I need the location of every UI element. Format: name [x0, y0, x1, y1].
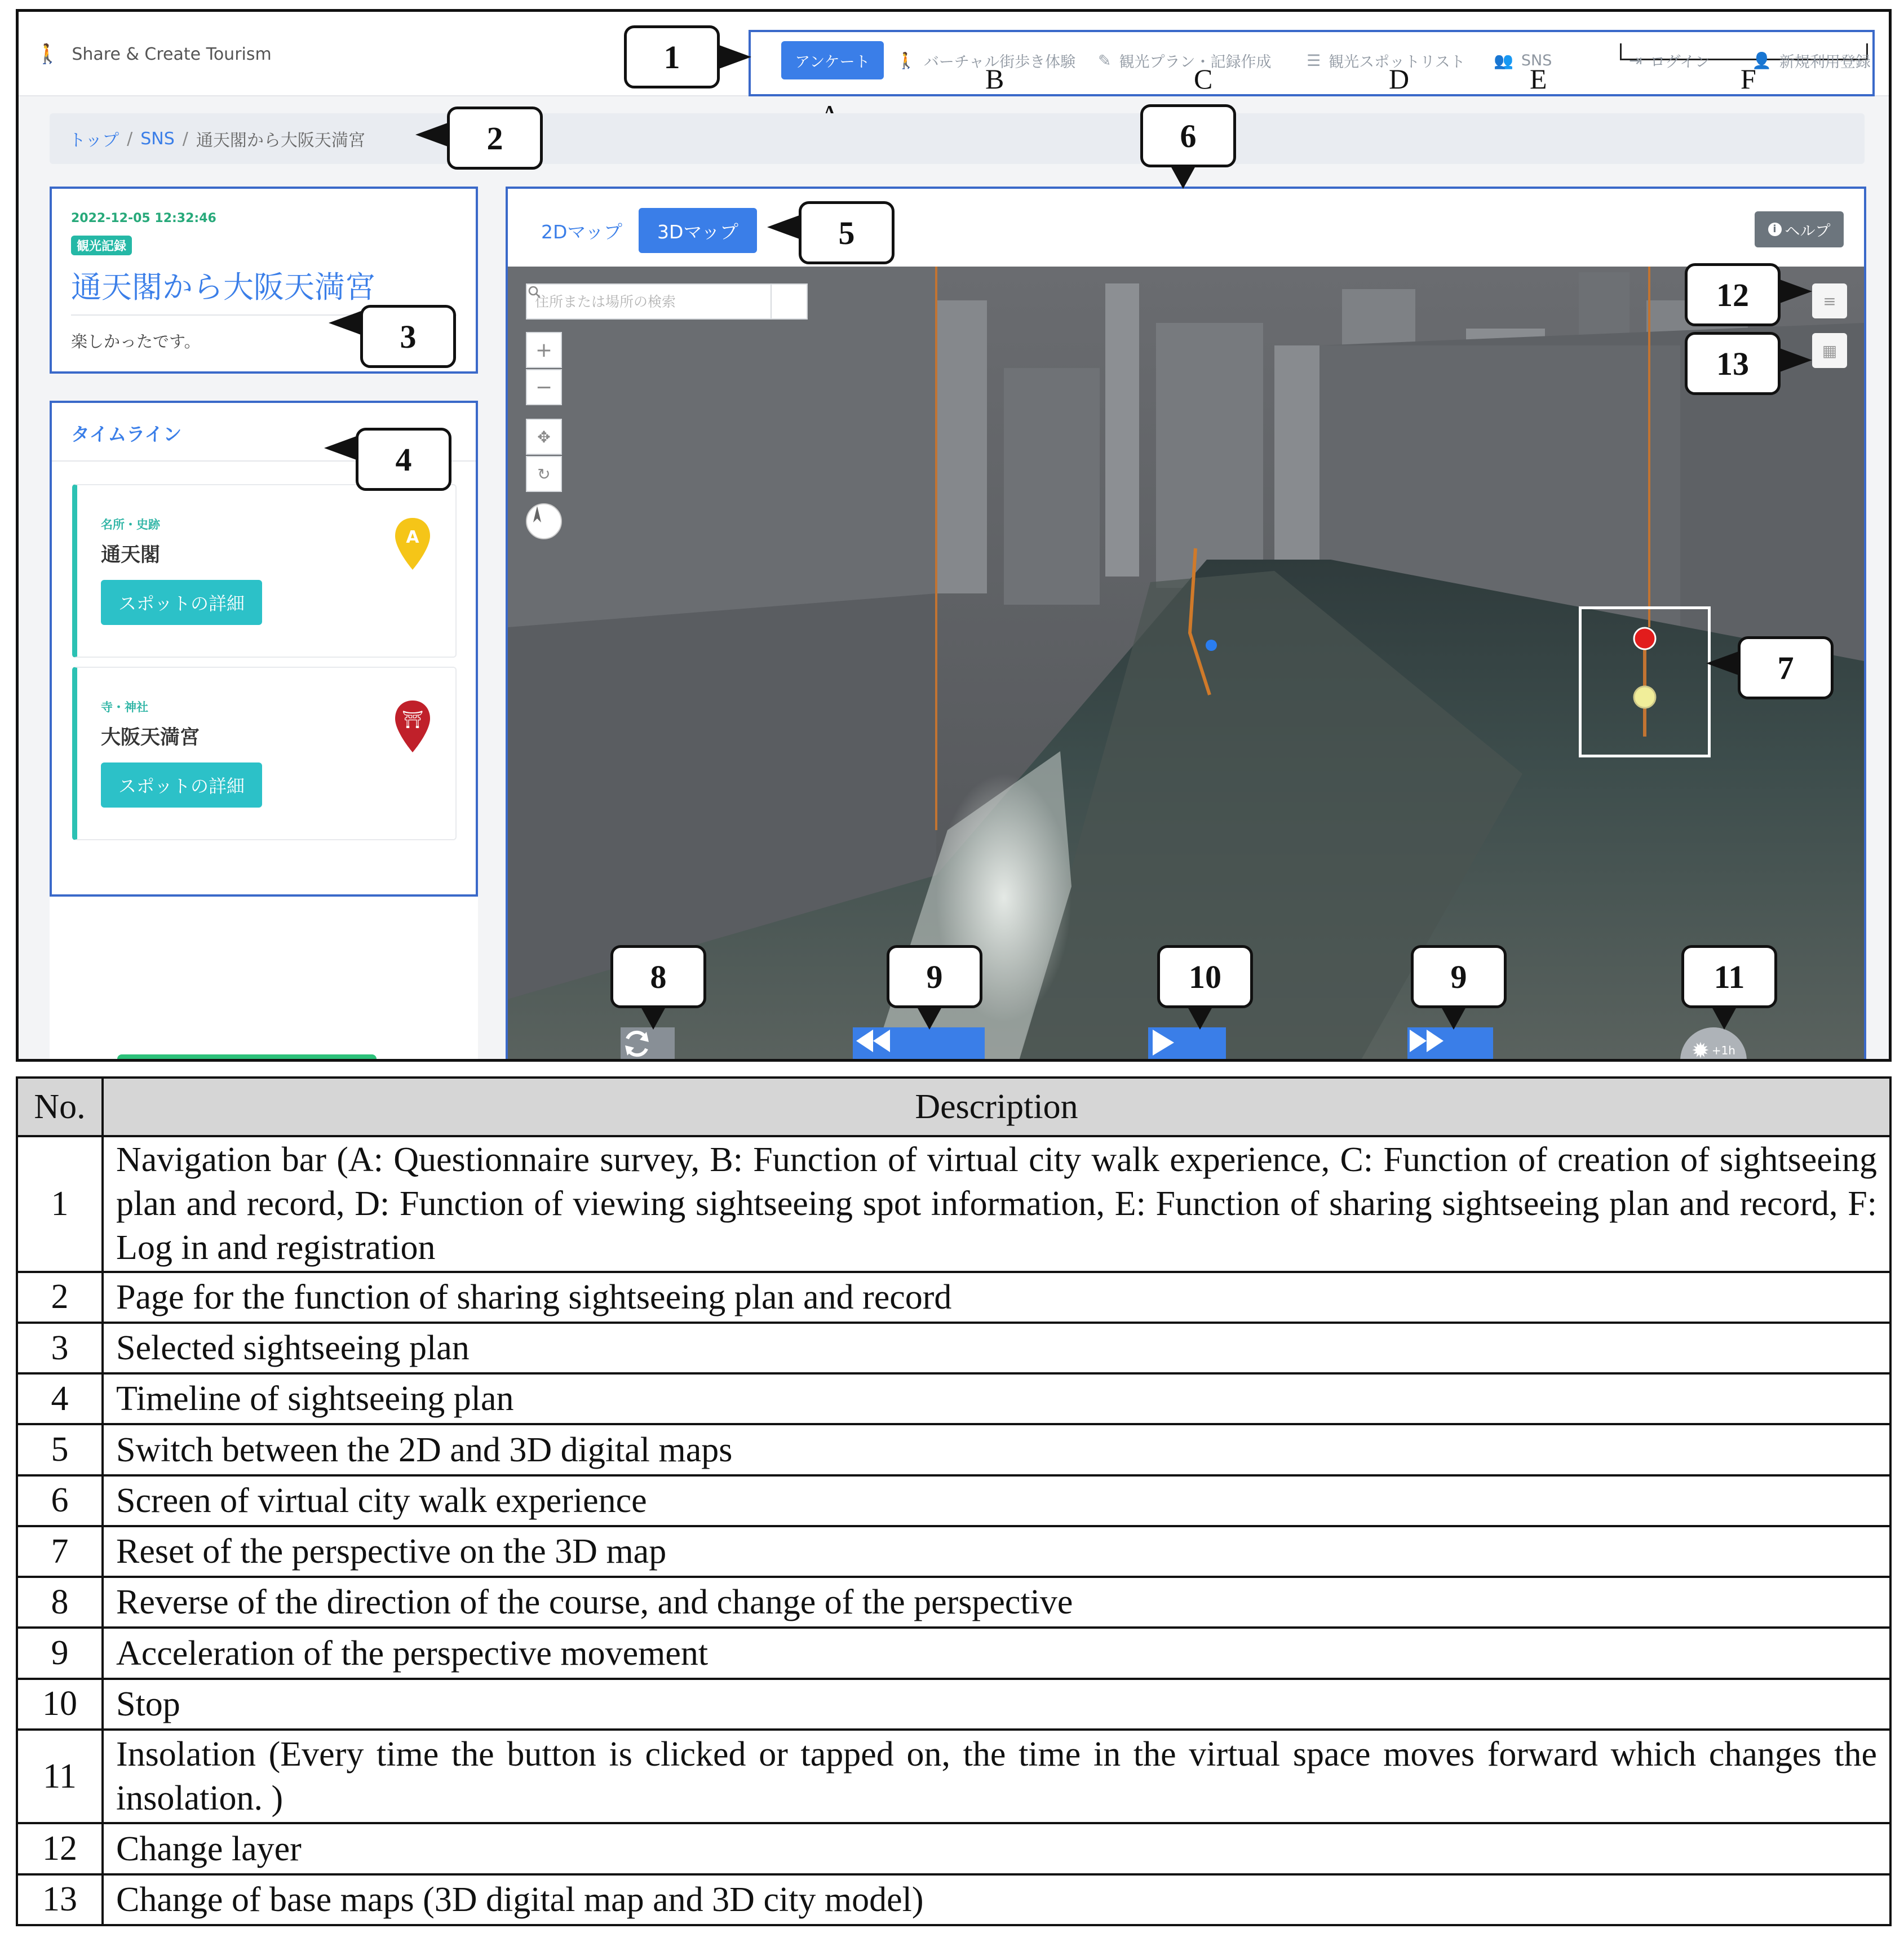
plan-title: 通天閣から大阪天満宮	[71, 269, 375, 305]
virtual-walk-panel	[506, 187, 1866, 1062]
breadcrumb-current: 通天閣から大阪天満宮	[196, 131, 365, 150]
timeline-heading: タイムライン	[52, 403, 476, 462]
breadcrumb	[50, 113, 1865, 164]
row-no: 11	[17, 1730, 103, 1823]
callout-9: 9	[1411, 945, 1507, 1008]
search-icon	[527, 285, 542, 299]
callout-tail	[415, 122, 449, 147]
callout-tail	[329, 311, 362, 335]
compass-icon	[527, 504, 547, 525]
nav-survey-button[interactable]	[781, 41, 884, 79]
reverse-button[interactable]	[621, 1027, 675, 1062]
nav-label: アンケート	[795, 53, 870, 71]
callout-tail	[767, 215, 801, 240]
row-desc: Reset of the perspective on the 3D map	[103, 1526, 1890, 1577]
add-user-icon: 👤	[1752, 51, 1772, 70]
callout-tail	[1778, 279, 1812, 304]
nav-letter: D	[1389, 63, 1410, 95]
table-row	[17, 1373, 1890, 1424]
row-no: 9	[17, 1628, 103, 1678]
callout-3: 3	[360, 305, 456, 368]
nav-letter: B	[985, 63, 1004, 95]
help-button[interactable]	[1755, 211, 1844, 247]
stop-button[interactable]	[1148, 1027, 1226, 1062]
nav-items	[749, 24, 1876, 96]
minus-icon: −	[535, 375, 553, 399]
breadcrumb-separator: /	[127, 128, 133, 149]
row-desc: Screen of virtual city walk experience	[103, 1475, 1890, 1526]
login-icon: ⇥	[1629, 51, 1642, 70]
footer-bar	[117, 1054, 377, 1062]
row-desc: Reverse of the direction of the course, and change of the perspective	[103, 1577, 1890, 1628]
tab-3d-map[interactable]: 3Dマップ	[639, 208, 757, 253]
plan-date: 2022-12-05 12:32:46	[71, 211, 216, 225]
callout-6: 6	[1140, 104, 1236, 167]
nav-create-plan-button[interactable]	[1098, 41, 1271, 79]
callout-tail	[1712, 1007, 1737, 1030]
app-screenshot	[16, 9, 1892, 1062]
breadcrumb-sns-link[interactable]: SNS	[140, 128, 175, 149]
nav-label: 新規利用登録	[1779, 53, 1871, 71]
timeline-item	[72, 667, 457, 840]
breadcrumb-separator: /	[182, 128, 188, 149]
spot-name: 通天閣	[101, 544, 161, 566]
callout-5: 5	[799, 201, 895, 264]
layers-icon: ≡	[1823, 291, 1836, 311]
row-desc: Change of base maps (3D digital map and 3D city model)	[103, 1874, 1890, 1925]
people-icon: 👥	[1494, 51, 1513, 70]
table-row	[17, 1577, 1890, 1628]
row-desc: Selected sightseeing plan	[103, 1323, 1890, 1373]
basemap-button[interactable]	[1812, 333, 1847, 368]
callout-12: 12	[1685, 263, 1781, 326]
rewind-button[interactable]	[853, 1027, 985, 1062]
row-no: 3	[17, 1323, 103, 1373]
row-no: 1	[17, 1136, 103, 1272]
callout-tail	[641, 1007, 666, 1030]
row-desc: Change layer	[103, 1823, 1890, 1874]
header-description: Description	[103, 1078, 1890, 1136]
callout-tail	[1441, 1007, 1466, 1030]
pin-label: A	[406, 527, 419, 547]
pan-button[interactable]	[526, 419, 562, 455]
table-row	[17, 1475, 1890, 1526]
info-icon: i	[1768, 223, 1782, 236]
rotate-icon: ↻	[537, 464, 551, 484]
callout-tail	[1188, 1007, 1212, 1030]
nav-login-button[interactable]	[1629, 41, 1710, 79]
zoom-in-button[interactable]	[526, 332, 562, 368]
nav-label: 観光スポットリスト	[1329, 53, 1465, 71]
walker-icon: 🚶	[896, 51, 916, 70]
spot-detail-button[interactable]: スポットの詳細	[101, 762, 262, 808]
callout-tail	[1706, 651, 1740, 676]
table-row	[17, 1424, 1890, 1475]
nav-spot-list-button[interactable]	[1307, 41, 1465, 79]
plus-icon: +	[535, 338, 553, 362]
table-row	[17, 1272, 1890, 1323]
spot-category: 名所・史跡	[101, 518, 160, 531]
spot-detail-button[interactable]: スポットの詳細	[101, 580, 262, 625]
header-no: No.	[17, 1078, 103, 1136]
legend-header-row	[17, 1078, 1890, 1136]
search-input[interactable]	[527, 285, 771, 318]
table-row	[17, 1628, 1890, 1678]
reset-perspective-control[interactable]	[1579, 606, 1711, 757]
callout-10: 10	[1157, 945, 1253, 1008]
callout-tail	[718, 45, 751, 69]
callout-9: 9	[887, 945, 982, 1008]
row-no: 13	[17, 1874, 103, 1925]
callout-7: 7	[1738, 636, 1834, 699]
brand[interactable]	[36, 40, 272, 68]
nav-label: ログイン	[1650, 53, 1711, 71]
table-row	[17, 1136, 1890, 1272]
table-row	[17, 1679, 1890, 1730]
row-desc: Switch between the 2D and 3D digital maps	[103, 1424, 1890, 1475]
play-icon	[1148, 1027, 1176, 1058]
row-no: 4	[17, 1373, 103, 1424]
callout-tail	[1171, 166, 1195, 189]
place-search	[526, 283, 808, 320]
row-desc: Acceleration of the perspective movement	[103, 1628, 1890, 1678]
sun-label: +1h	[1711, 1044, 1735, 1057]
table-row	[17, 1823, 1890, 1874]
brand-name: Share & Create Tourism	[72, 44, 272, 64]
spot-category: 寺・神社	[101, 701, 148, 714]
fast-forward-icon	[1407, 1027, 1447, 1054]
help-label: ヘルプ	[1785, 222, 1831, 240]
table-row	[17, 1526, 1890, 1577]
walker-icon: 🚶	[36, 43, 60, 65]
callout-13: 13	[1685, 332, 1781, 395]
row-desc: Insolation (Every time the button is clicked or tapped on, the time in the virtual space moves forward which changes the insolation. )	[103, 1730, 1890, 1823]
callout-11: 11	[1681, 945, 1777, 1008]
pin-label: ⛩	[401, 710, 424, 730]
plan-comment: 楽しかったです。	[71, 332, 201, 351]
refresh-icon	[621, 1027, 653, 1060]
callout-8: 8	[610, 945, 706, 1008]
callout-tail	[917, 1007, 942, 1030]
layer-button[interactable]	[1812, 283, 1847, 318]
nav-letter: E	[1530, 63, 1547, 95]
rewind-icon	[853, 1027, 892, 1054]
3d-map-view[interactable]	[508, 267, 1864, 1062]
table-row	[17, 1874, 1890, 1925]
compass-button[interactable]	[526, 503, 562, 539]
navigation-bar	[19, 12, 1889, 96]
timeline-item	[72, 484, 457, 658]
grid-icon: ▦	[1822, 341, 1837, 360]
legend-table	[16, 1076, 1892, 1926]
zoom-out-button[interactable]	[526, 369, 562, 405]
move-icon: ✥	[537, 427, 551, 446]
list-icon: ☰	[1307, 51, 1321, 70]
row-no: 8	[17, 1577, 103, 1628]
sun-icon: ✹	[1691, 1038, 1710, 1062]
map-header	[508, 189, 1864, 267]
spot-name: 大阪天満宮	[101, 726, 200, 749]
map-pin-shrine-icon[interactable]	[393, 699, 432, 753]
plan-badge: 観光記録	[71, 236, 132, 255]
row-desc: Navigation bar (A: Questionnaire survey, B: Function of virtual city walk experience, C: Function of creation of sightseeing plan and record, D: Function of viewing sightseeing spot information, E: Function of sharing sightseeing plan and record, F: Log in and registration	[103, 1136, 1890, 1272]
callout-4: 4	[356, 428, 451, 491]
callout-1: 1	[624, 25, 720, 88]
table-row	[17, 1730, 1890, 1823]
callout-tail	[1778, 348, 1812, 373]
breadcrumb-top-link[interactable]: トップ	[69, 131, 119, 150]
callout-tail	[324, 436, 358, 460]
row-desc: Page for the function of sharing sightseeing plan and record	[103, 1272, 1890, 1323]
nav-label: 観光プラン・記録作成	[1119, 53, 1272, 71]
tab-2d-map[interactable]: 2Dマップ	[541, 220, 623, 243]
row-desc: Stop	[103, 1679, 1890, 1730]
row-desc: Timeline of sightseeing plan	[103, 1373, 1890, 1424]
row-no: 10	[17, 1679, 103, 1730]
row-no: 6	[17, 1475, 103, 1526]
left-footer	[50, 897, 478, 1062]
nav-register-button[interactable]	[1752, 41, 1871, 79]
row-no: 2	[17, 1272, 103, 1323]
search-button[interactable]	[771, 285, 807, 318]
nav-letter: F	[1741, 63, 1756, 95]
table-row	[17, 1323, 1890, 1373]
row-no: 7	[17, 1526, 103, 1577]
row-no: 12	[17, 1823, 103, 1874]
nav-label: SNS	[1521, 51, 1552, 69]
row-no: 5	[17, 1424, 103, 1475]
rotate-button[interactable]	[526, 456, 562, 492]
map-pin-a-icon[interactable]	[393, 517, 432, 571]
callout-2: 2	[447, 107, 543, 170]
fast-forward-button[interactable]	[1407, 1027, 1493, 1062]
nav-label: バーチャル街歩き体験	[923, 53, 1076, 71]
edit-icon: ✎	[1098, 51, 1112, 70]
nav-letter: C	[1194, 63, 1213, 95]
